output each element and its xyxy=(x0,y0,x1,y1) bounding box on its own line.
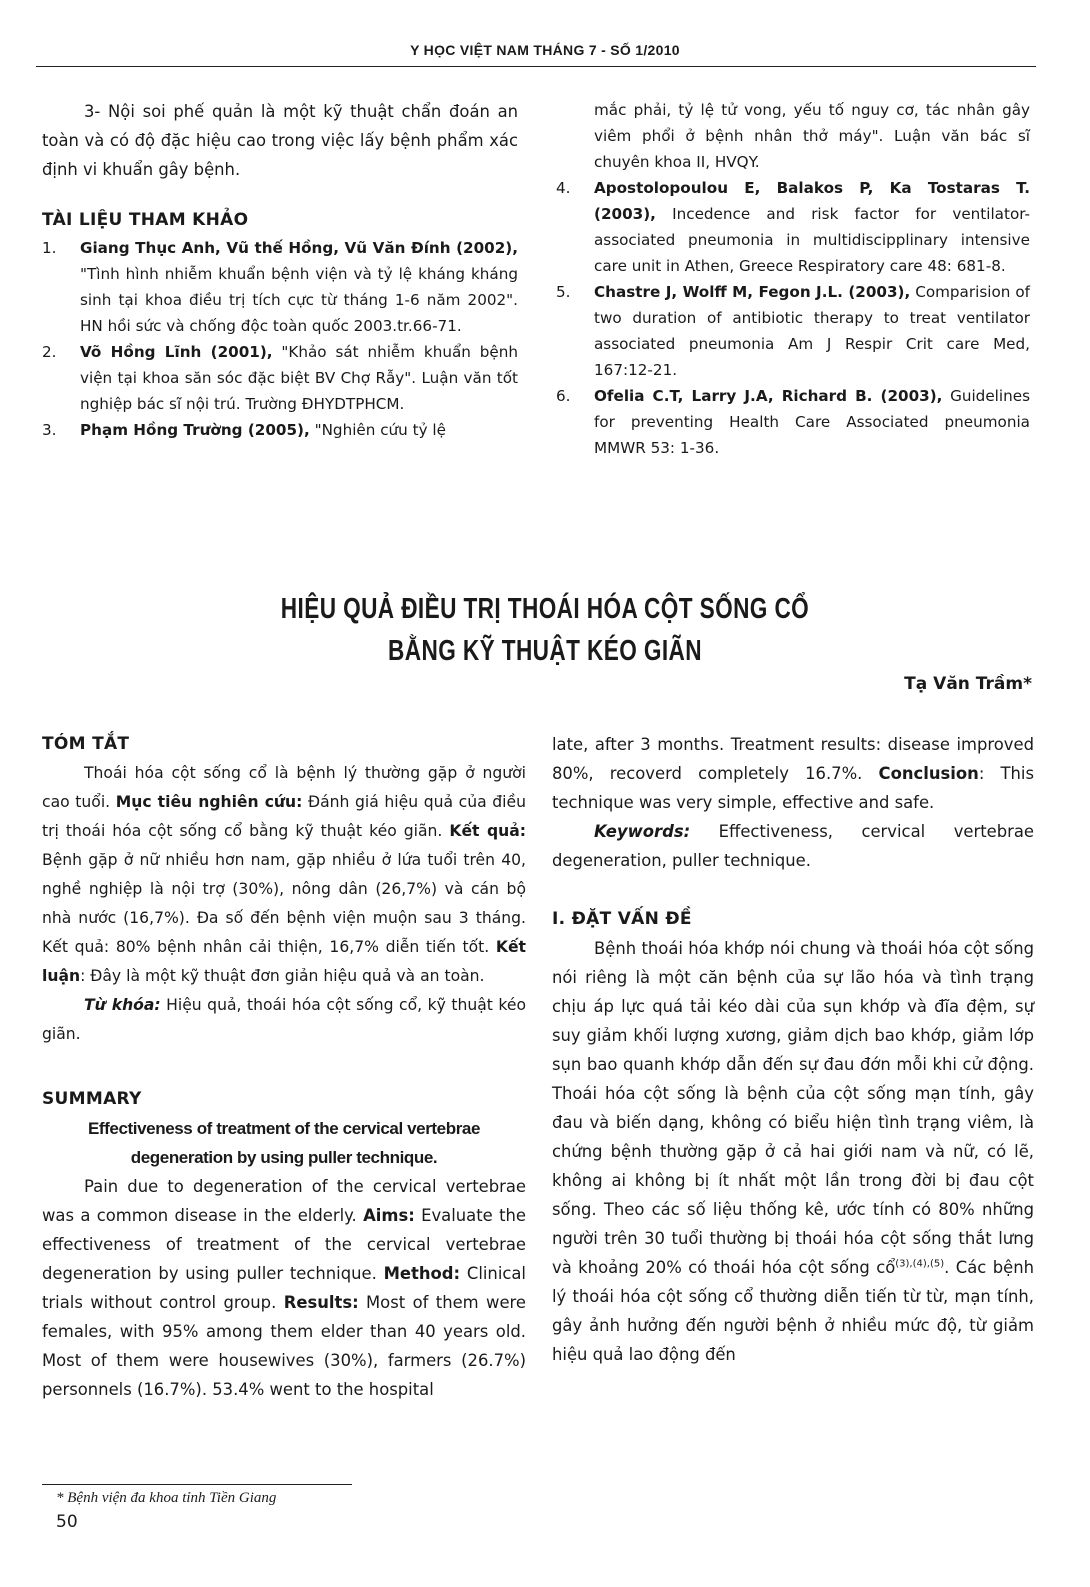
reference-authors: Phạm Hồng Trường (2005), xyxy=(80,421,310,439)
article-author: Tạ Văn Trầm* xyxy=(904,674,1032,694)
running-head: Y HỌC VIỆT NAM THÁNG 7 - SỐ 1/2010 xyxy=(410,42,680,58)
reference-item: 6. Ofelia C.T, Larry J.A, Richard B. (2003), Guidelines for preventing Health Care Associated pneumonia MMWR 53: 1-36. xyxy=(556,387,1030,457)
reference-item: 5. Chastre J, Wolff M, Fegon J.L. (2003), Comparision of two duration of antibiotic therapy to treat ventilator associated pneumonia Am J Respir Crit care Med, 167:12-21. xyxy=(556,283,1030,379)
reference-item: 4. Apostolopoulou E, Balakos P, Ka Tostaras T. (2003), Incedence and risk factor for ventilator-associated pneumonia in multidiscipplinary intensive care unit in Athen, Greece Respiratory care 48: 681-8. xyxy=(556,179,1030,275)
reference-item: 1. Giang Thục Anh, Vũ thế Hồng, Vũ Văn Đính (2002), "Tình hình nhiễm khuẩn bệnh viện và tỷ lệ kháng kháng sinh tại khoa điều trị tích cực từ tháng 1-6 năm 2002". HN hồi sức và chống độc toàn quốc 2003.tr.66-71. xyxy=(42,239,518,335)
reference-authors: Chastre J, Wolff M, Fegon J.L. (2003), xyxy=(594,283,911,301)
prev-article-left-column xyxy=(42,97,518,443)
reference-authors: Võ Hồng Lĩnh (2001), xyxy=(80,343,273,361)
article-title-line-1: HIỆU QUẢ ĐIỀU TRỊ THOÁI HÓA CỘT SỐNG CỔ xyxy=(280,593,810,625)
article-right-column xyxy=(552,730,1034,1369)
article-left-column xyxy=(42,730,526,1404)
references-heading: TÀI LIỆU THAM KHẢO xyxy=(42,210,249,230)
reference-item: 2. Võ Hồng Lĩnh (2001), "Khảo sát nhiễm khuẩn bệnh viện tại khoa săn sóc đặc biệt BV Chợ Rẫy". Luận văn tốt nghiệp bác sĩ nội trú. Trường ĐHYDTPHCM. xyxy=(42,343,518,413)
keywords-en: Keywords: Effectiveness, cervical vertebrae degeneration, puller technique. xyxy=(552,822,1034,870)
citation: (3),(4),(5) xyxy=(895,1258,945,1270)
page-number: 50 xyxy=(56,1512,78,1532)
abstract-vi-heading: TÓM TẮT xyxy=(42,734,130,754)
header-rule xyxy=(36,66,1036,67)
abstract-en-heading: SUMMARY xyxy=(42,1089,142,1109)
reference-authors: Ofelia C.T, Larry J.A, Richard B. (2003), xyxy=(594,387,943,405)
article-title xyxy=(120,588,970,672)
abstract-vi-paragraph: Thoái hóa cột sống cổ là bệnh lý thường gặp ở người cao tuổi. Mục tiêu nghiên cứu: Đánh giá hiệu quả của điều trị thoái hóa cột sống cổ bằng kỹ thuật kéo giãn. Kết quả: Bệnh gặp ở nữ nhiều hơn nam, gặp nhiều ở lứa tuổi trên 40, nghề nghiệp là nội trợ (30%), nông dân (26,7%) và cán bộ nhà nước (16,7%). Đa số đến bệnh viện muộn sau 3 tháng. Kết quả: 80% bệnh nhân cải thiện, 16,7% diễn tiến tốt. Kết luận: Đây là một kỹ thuật đơn giản hiệu quả và an toàn. xyxy=(42,764,526,985)
conclusion-paragraph: 3- Nội soi phế quản là một kỹ thuật chẩn đoán an toàn và có độ đặc hiệu cao trong việc lấy bệnh phẩm xác định vi khuẩn gây bệnh. xyxy=(42,102,518,179)
section-1-paragraph: Bệnh thoái hóa khớp nói chung và thoái hóa cột sống nói riêng là một căn bệnh của sự lão hóa và tình trạng chịu áp lực quá tải kéo dài của sụn khớp và đĩa đệm, sự suy giảm khối lượng xương, giảm dịch bao khớp, giảm lớp sụn bao quanh khớp dẫn đến sự đau đớn mỗi khi cử động. Thoái hóa cột sống là bệnh của cột sống mạn tính, gây đau và biến dạng, không có biểu hiện tình trạng viêm, là chứng bệnh thường gặp ở cả hai giới nam và nữ, có lẽ, không ai không bị ít nhất một lần trong đời bị đau cột sống. Theo các số liệu thống kê, ước tính có 80% những người trên 30 tuổi thường bị thoái hóa cột sống thắt lưng và khoảng 20% có thoái hóa cột sống cổ$^{(3),(4),(5)}$. Các bệnh lý thoái hóa cột sống cổ thường diễn tiến từ từ, mạn tính, gây ảnh hưởng đến người bệnh ở nhiều mức độ, từ giảm hiệu quả lao động đến xyxy=(552,939,1034,1364)
reference-authors: Giang Thục Anh, Vũ thế Hồng, Vũ Văn Đính (2002), xyxy=(80,239,518,257)
abstract-en-continuation: late, after 3 months. Treatment results: disease improved 80%, recoverd completely 16.7%. Conclusion: This technique was very simple, effective and safe. xyxy=(552,735,1034,812)
reference-authors: Apostolopoulou E, Balakos P, Ka Tostaras T. (2003), xyxy=(594,179,1030,223)
keywords-vi: Từ khóa: Hiệu quả, thoái hóa cột sống cổ, kỹ thuật kéo giãn. xyxy=(42,996,526,1043)
abstract-en-title: Effectiveness of treatment of the cervical vertebrae degeneration by using puller technique. xyxy=(87,1119,481,1167)
abstract-en-paragraph: Pain due to degeneration of the cervical vertebrae was a common disease in the elderly. Aims: Evaluate the effectiveness of treatment of the cervical vertebrae degeneration by using puller technique. Method: Clinical trials without control group. Results: Most of them were females, with 95% among them elder than 40 years old. Most of them were housewives (30%), farmers (26.7%) personnels (16.7%). 53.4% went to the hospital xyxy=(42,1177,526,1399)
footnote-rule xyxy=(42,1484,352,1485)
reference-continuation: mắc phải, tỷ lệ tử vong, yếu tố nguy cơ, tác nhân gây viêm phổi ở bệnh nhân thở máy". Luận văn bác sĩ chuyên khoa II, HVQY. xyxy=(594,101,1030,171)
footnote: * Bệnh viện đa khoa tỉnh Tiền Giang xyxy=(56,1490,277,1506)
prev-article-right-column xyxy=(556,97,1030,461)
section-1-heading: I. ĐẶT VẤN ĐỀ xyxy=(552,909,692,929)
reference-item: 3. Phạm Hồng Trường (2005), "Nghiên cứu tỷ lệ xyxy=(42,421,446,439)
article-title-line-2: BẰNG KỸ THUẬT KÉO GIÃN xyxy=(388,635,702,667)
